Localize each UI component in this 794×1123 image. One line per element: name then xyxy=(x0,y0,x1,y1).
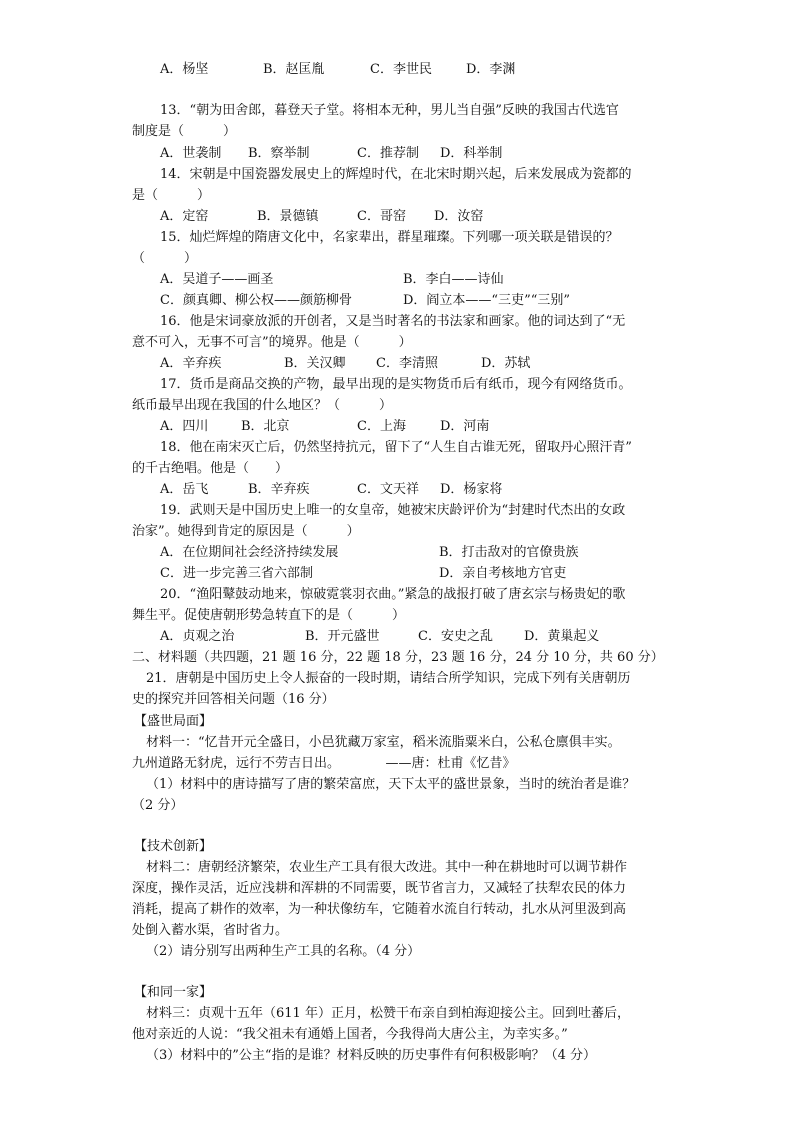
q16-option-a: A．辛弃疾 xyxy=(160,356,222,371)
part-heading-innovation: 【技术创新】 xyxy=(134,839,213,854)
q12-option-a: A．杨坚 xyxy=(160,62,209,77)
q20-option-c: C．安史之乱 xyxy=(418,629,493,644)
q16-option-d: D．苏轼 xyxy=(481,356,531,371)
material-1-line1: 材料一：“忆昔开元全盛日，小邑犹藏万家室，稻米流脂粟米白，公私仓廪俱丰实。 xyxy=(146,735,621,750)
material-1-line2: 九州道路无豺虎，远行不劳吉日出。 ——唐：杜甫《忆昔》 xyxy=(132,756,516,771)
q14-option-b: B．景德镇 xyxy=(257,209,319,224)
q18-stem-line2: 的千古绝唱。他是（ ） xyxy=(132,461,289,476)
q19-option-b: B．打击敌对的官僚贵族 xyxy=(439,545,579,560)
material-2-line1: 材料二：唐朝经济繁荣，农业生产工具有很大改进。其中一种在耕地时可以调节耕作 xyxy=(146,860,628,875)
section-2-heading: 二、材料题（共四题，21 题 16 分，22 题 18 分，23 题 16 分，24 分 10 分，共 60 分） xyxy=(132,650,664,665)
material-3-line1: 材料三：贞观十五年（611 年）正月，松赞干布亲自到柏海迎接公主。回到吐蕃后， xyxy=(146,1006,630,1021)
q15-option-b: B．李白——诗仙 xyxy=(403,272,504,287)
q12-option-d: D．李渊 xyxy=(466,62,516,77)
subquestion-1-line2: （2 分） xyxy=(132,798,184,813)
q17-stem-line2: 纸币最早出现在我国的什么地区？（ ） xyxy=(132,398,393,413)
q20-option-b: B．开元盛世 xyxy=(305,629,380,644)
q13-option-d: D．科举制 xyxy=(440,146,503,161)
q17-option-b: B．北京 xyxy=(241,419,290,434)
subquestion-2: （2）请分别写出两种生产工具的名称。（4 分） xyxy=(146,944,421,959)
q15-option-d: D．阎立本——“三吏”“三别” xyxy=(403,293,571,308)
q13-option-c: C．推荐制 xyxy=(357,146,419,161)
q15-option-c: C．颜真卿、柳公权——颜筋柳骨 xyxy=(160,293,352,308)
material-3-line2: 他对亲近的人说：“我父祖未有通婚上国者，今我得尚大唐公主，为幸实多。” xyxy=(132,1027,568,1042)
q17-option-c: C．上海 xyxy=(357,419,406,434)
q14-option-d: D．汝窑 xyxy=(434,209,484,224)
q18-option-b: B．辛弃疾 xyxy=(248,482,310,497)
material-2-line2: 深度，操作灵活，近应浅耕和浑耕的不同需要，既节省言力，又减轻了扶犁农民的体力 xyxy=(132,881,627,896)
q16-stem-line1: 16．他是宋词豪放派的开创者，又是当时著名的书法家和画家。他的词达到了“无 xyxy=(160,314,626,329)
q17-option-d: D．河南 xyxy=(440,419,490,434)
q18-option-c: C．文天祥 xyxy=(357,482,419,497)
q20-option-d: D．黄巢起义 xyxy=(524,629,600,644)
q12-option-b: B．赵匡胤 xyxy=(263,62,325,77)
q19-stem-line2: 治家”。她得到肯定的原因是（ ） xyxy=(132,524,360,539)
q18-option-a: A．岳飞 xyxy=(160,482,209,497)
part-heading-unity: 【和同一家】 xyxy=(134,985,213,1000)
q13-stem-line2: 制度是（ ） xyxy=(132,124,237,139)
q17-stem-line1: 17．货币是商品交换的产物，最早出现的是实物货币后有纸币，现今有网络货币。 xyxy=(160,377,632,392)
q19-option-a: A．在位期间社会经济持续发展 xyxy=(160,545,339,560)
q14-option-c: C．哥窑 xyxy=(357,209,406,224)
q18-stem-line1: 18．他在南宋灭亡后，仍然坚持抗元，留下了“人生自古谁无死，留取丹心照汗青” xyxy=(160,440,632,455)
q16-stem-line2: 意不可入，无事不可言”的境界。他是（ ） xyxy=(132,335,412,350)
q21-stem-line2: 史的探究并回答相关问题（16 分） xyxy=(132,692,335,707)
q12-option-c: C．李世民 xyxy=(370,62,432,77)
q13-option-a: A．世袭制 xyxy=(160,146,222,161)
part-heading-prosperity: 【盛世局面】 xyxy=(134,714,213,729)
subquestion-1-line1: （1）材料中的唐诗描写了唐的繁荣富庶，天下太平的盛世景象，当时的统治者是谁？ xyxy=(146,777,636,792)
q20-stem-line1: 20．“渔阳鼙鼓动地来，惊破霓裳羽衣曲。”紧急的战报打破了唐玄宗与杨贵妃的歌 xyxy=(160,587,626,602)
q16-option-b: B．关汉卿 xyxy=(284,356,346,371)
subquestion-3: （3）材料中的”公主“指的是谁？材料反映的历史事件有何积极影响？（4 分） xyxy=(146,1048,596,1063)
q13-option-b: B．察举制 xyxy=(248,146,310,161)
q14-option-a: A．定窑 xyxy=(160,209,209,224)
q21-stem-line1: 21．唐朝是中国历史上令人振奋的一段时期，请结合所学知识，完成下列有关唐朝历 xyxy=(146,671,631,686)
q19-stem-line1: 19．武则天是中国历史上唯一的女皇帝，她被宋庆龄评价为“封建时代杰出的女政 xyxy=(160,503,626,518)
q15-stem-line2: （ ） xyxy=(132,251,198,266)
q14-stem-line1: 14．宋朝是中国瓷器发展史上的辉煌时代，在北宋时期兴起，后来发展成为瓷都的 xyxy=(160,167,632,182)
q18-option-d: D．杨家将 xyxy=(440,482,503,497)
q14-stem-line2: 是（ ） xyxy=(132,188,211,203)
q19-option-d: D．亲自考核地方官吏 xyxy=(439,566,567,581)
q15-option-a: A．吴道子——画圣 xyxy=(160,272,274,287)
q16-option-c: C．李清照 xyxy=(376,356,438,371)
q19-option-c: C．进一步完善三省六部制 xyxy=(160,566,313,581)
material-2-line4: 处倒入蓄水渠，省时省力。 xyxy=(132,923,289,938)
q15-stem-line1: 15．灿烂辉煌的隋唐文化中，名家辈出，群星璀璨。下列哪一项关联是错误的？ xyxy=(160,230,619,245)
material-2-line3: 消耗，提高了耕作的效率，为一种状像纺车，它随着水流自行转动，扎水从河里汲到高 xyxy=(132,902,627,917)
q20-stem-line2: 舞生平。促使唐朝形势急转直下的是（ ） xyxy=(132,608,406,623)
q13-stem-line1: 13．“朝为田舍郎，暮登天子堂。将相本无种，男儿当自强”反映的我国古代选官 xyxy=(160,103,619,118)
q17-option-a: A．四川 xyxy=(160,419,209,434)
q20-option-a: A．贞观之治 xyxy=(160,629,235,644)
